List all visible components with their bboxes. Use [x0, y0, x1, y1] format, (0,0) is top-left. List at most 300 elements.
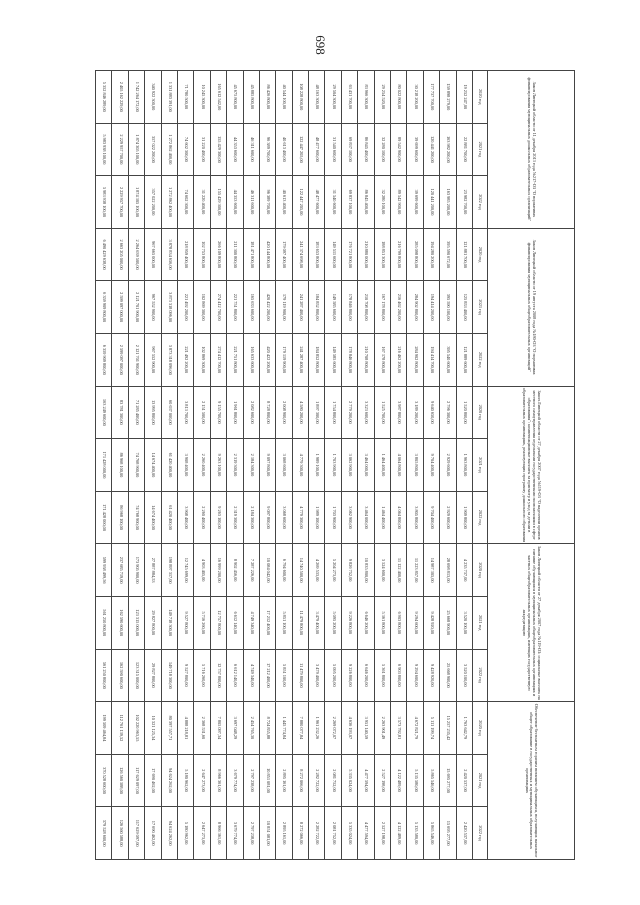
- table-cell: 9 294 600,00: [407, 596, 423, 649]
- table-cell: 241 287 400,00: [292, 333, 308, 386]
- table-cell: 11 479 800,00: [292, 649, 308, 702]
- table-cell: 5 716 260,00: [194, 649, 210, 702]
- table-cell: 16 999 200,00: [210, 544, 226, 597]
- table-cell: 9 826 752,00: [341, 544, 357, 597]
- table-cell: 2 527 198,00: [374, 754, 390, 807]
- table-cell: 17 690 462,00: [145, 754, 161, 807]
- table-cell: 74 602 300,00: [177, 123, 193, 176]
- table-cell: 3 479 400,00: [309, 596, 325, 649]
- table-cell: 1 272 862 400,00: [161, 176, 177, 229]
- table-row: [309, 71, 325, 860]
- table-cell: 171 428 000,00: [96, 491, 112, 544]
- table-cell: 2 599 097 000,00: [112, 281, 128, 334]
- table-cell: 9 527 800,00: [177, 596, 193, 649]
- table-container: [95, 70, 575, 860]
- column-group-header: Закон Липецкой области от 19 августа 2008 года №180-ОЗ "О нормативах финансирования муниципальных общеобразовательных организаций": [488, 228, 575, 386]
- table-cell: 96 389 700,00: [259, 123, 275, 176]
- table-cell: 237 685 719,00: [112, 544, 128, 597]
- budget-table: [95, 70, 575, 860]
- table-cell: 2 368 531,60: [194, 702, 210, 755]
- table-cell: 32 280 100,00: [374, 123, 390, 176]
- table-row: [243, 71, 259, 860]
- table-cell: 2 319 300,00: [227, 439, 243, 492]
- table-cell: 112 761 139,52: [112, 702, 128, 755]
- table-cell: 1 874 305 100,00: [128, 176, 144, 229]
- table-cell: 7 880 077,84: [292, 702, 308, 755]
- table-cell: 4 269 533,00: [309, 544, 325, 597]
- table-cell: 210 880 000,00: [358, 228, 374, 281]
- table-cell: 241 287 400,00: [292, 281, 308, 334]
- page-number: [308, 20, 332, 70]
- table-cell: 27 887 884,53: [145, 544, 161, 597]
- table-cell: 4 779 300,00: [292, 491, 308, 544]
- year-header: 2020 год: [473, 228, 488, 281]
- table-cell: 967 665 000,00: [145, 228, 161, 281]
- table-cell: 2 264 639 500,00: [128, 228, 144, 281]
- table-cell: 5 361 800,00: [374, 649, 390, 702]
- table-cell: 86 968 100,00: [112, 439, 128, 492]
- column-group-header: Закон Липецкой области от 27 декабря 2007 года №119-ОЗ "О наделении органов местного самоуправления отдельными государственными полномочиями в сфере образования": компенсационные выплаты за присмотр и уход за детьми в образовательных организациях, реализующих программу дошкольного образования: [488, 386, 575, 544]
- year-header: 2021 год: [473, 439, 488, 492]
- table-cell: 5 204 273,00: [325, 544, 341, 597]
- table-row: [161, 71, 177, 860]
- table-cell: 163 982 200,00: [440, 123, 456, 176]
- table-cell: 10 851 081,00: [259, 754, 275, 807]
- table-cell: 2 184 300,00: [243, 439, 259, 492]
- table-cell: 19 252 247,00: [456, 71, 472, 124]
- table-cell: 4 749 340,00: [243, 596, 259, 649]
- table-cell: 4 636 193,07: [341, 702, 357, 755]
- table-cell: 9 263 100,00: [210, 439, 226, 492]
- table-cell: 420 422 200,00: [259, 281, 275, 334]
- table-cell: 285 098 800,00: [407, 228, 423, 281]
- table-cell: 5 180 962,00: [177, 754, 193, 807]
- table-cell: 176 721 800,00: [341, 228, 357, 281]
- table-cell: 3 679 774,00: [227, 754, 243, 807]
- table-cell: 12 757 800,00: [210, 596, 226, 649]
- table-cell: 149 585 600,00: [325, 281, 341, 334]
- table-cell: 171 428 000,00: [96, 439, 112, 492]
- table-cell: 221 751 800,00: [227, 281, 243, 334]
- table-cell: 2 082 600,00: [243, 386, 259, 439]
- table-cell: 29 827 800,00: [145, 596, 161, 649]
- table-row: [194, 71, 210, 860]
- table-cell: 5 111 199,74: [423, 702, 439, 755]
- table-cell: 183 653 800,00: [309, 228, 325, 281]
- table-cell: 3 679 774,00: [227, 807, 243, 860]
- table-cell: 14 674 400,00: [145, 439, 161, 492]
- table-cell: 1 272 862 400,00: [161, 123, 177, 176]
- table-cell: 6 646 200,00: [358, 596, 374, 649]
- table-cell: 173 905 900,00: [128, 544, 144, 597]
- table-cell: 5 865 546,00: [423, 807, 439, 860]
- table-cell: 3 524 600,00: [374, 544, 390, 597]
- table-cell: 121 881 700,00: [456, 228, 472, 281]
- table-row: [341, 71, 357, 860]
- table-cell: 1 961 232,26: [309, 702, 325, 755]
- table-cell: 102 220 963,55: [128, 702, 144, 755]
- table-cell: 9 640 650,00: [423, 386, 439, 439]
- table-cell: 2 229 957 700,00: [112, 123, 128, 176]
- table-cell: 3 813 700,00: [177, 386, 193, 439]
- table-cell: 221 492 200,00: [177, 333, 193, 386]
- table-cell: 194 280 200,00: [423, 228, 439, 281]
- table-cell: 216 462 200,00: [391, 333, 407, 386]
- table-cell: 69 837 100,00: [341, 123, 357, 176]
- table-cell: 167 178 800,00: [374, 281, 390, 334]
- table-cell: 179 119 900,00: [276, 281, 292, 334]
- table-cell: 3 878 834 656,00: [161, 228, 177, 281]
- table-cell: 25 668 900,00: [440, 596, 456, 649]
- table-cell: 5 983 938 100,00: [96, 123, 112, 176]
- table-cell: 45 885 800,00: [243, 71, 259, 124]
- table-cell: 2 081 752,00: [325, 807, 341, 860]
- table-cell: 94 624 262,00: [161, 807, 177, 860]
- table-cell: 12 745 699,00: [177, 544, 193, 597]
- table-cell: 967 552 900,00: [145, 281, 161, 334]
- table-cell: 61 420 400,00: [161, 439, 177, 492]
- table-cell: 86 968 100,00: [112, 491, 128, 544]
- table-cell: 4 122 489,00: [391, 807, 407, 860]
- table-cell: 3 479 400,00: [309, 649, 325, 702]
- table-cell: 3 805 800,00: [407, 491, 423, 544]
- table-cell: 163 249 600,00: [96, 386, 112, 439]
- table-cell: 167 178 800,00: [374, 333, 390, 386]
- table-cell: 2 929 600,00: [440, 491, 456, 544]
- year-header-row: [473, 71, 488, 860]
- column-group-header: Закон Липецкой области от 27 декабря 2007 года №119-ОЗ: социальные выплаты на питание обучающимся в муниципальных общеобразовательных организациях и частных общеобразовательных организациях, имеющих государственную аккредитацию: [488, 544, 575, 702]
- table-cell: 3 573 792,81: [391, 702, 407, 755]
- table-cell: 4 779 300,00: [292, 439, 308, 492]
- table-cell: 6 903 800,00: [391, 596, 407, 649]
- table-row: [276, 71, 292, 860]
- table-cell: 221 492 200,00: [177, 281, 193, 334]
- table-cell: 2 282 722,00: [309, 754, 325, 807]
- table-cell: 44 353 600,00: [227, 123, 243, 176]
- table-cell: 2 282 722,00: [309, 807, 325, 860]
- table-cell: 2 260 400,00: [194, 439, 210, 492]
- table-cell: 123 315 000,00: [128, 596, 144, 649]
- table-cell: 5 095 200,00: [325, 649, 341, 702]
- table-cell: 2 263 901,49: [374, 702, 390, 755]
- table-cell: 2 229 957 700,00: [112, 176, 128, 229]
- table-cell: 7 805 097,34: [210, 702, 226, 755]
- table-cell: 96 389 700,00: [259, 176, 275, 229]
- table-cell: 1 520 800,00: [456, 386, 472, 439]
- year-header: 2021 год: [473, 281, 488, 334]
- table-cell: 17 212 400,00: [259, 649, 275, 702]
- table-cell: 5 851 100,00: [276, 596, 292, 649]
- table-cell: 1 703 900,00: [325, 491, 341, 544]
- table-cell: 8 966 361,00: [210, 807, 226, 860]
- table-cell: 13 995 800,00: [145, 386, 161, 439]
- year-header: 2020 год: [473, 386, 488, 439]
- table-cell: 83 781 300,00: [112, 386, 128, 439]
- table-cell: 2 151 500,00: [194, 386, 210, 439]
- page-number-text: 698: [313, 35, 328, 55]
- table-cell: 2 796 300,00: [440, 386, 456, 439]
- table-cell: 155 429 300,00: [210, 123, 226, 176]
- table-cell: 198 897 317,00: [161, 544, 177, 597]
- table-cell: 5 335 024,00: [341, 754, 357, 807]
- table-cell: 83 966 300,00: [358, 71, 374, 124]
- table-cell: 4 749 340,00: [243, 649, 259, 702]
- table-cell: 89 542 900,00: [391, 176, 407, 229]
- table-cell: 40 613 400,00: [276, 123, 292, 176]
- table-cell: 48 477 600,00: [309, 123, 325, 176]
- year-header: 2021 год: [473, 123, 488, 176]
- table-cell: 3 068 600,00: [276, 491, 292, 544]
- table-row: [210, 71, 226, 860]
- table-cell: 2 405 162 229,00: [112, 71, 128, 124]
- table-cell: 29 827 800,00: [145, 649, 161, 702]
- table-cell: 165 633 600,00: [243, 333, 259, 386]
- table-cell: 11 479 800,00: [292, 596, 308, 649]
- table-cell: 1 989 100,00: [309, 491, 325, 544]
- table-cell: 357 022 200,00: [145, 123, 161, 176]
- table-cell: 10 321 125,34: [145, 702, 161, 755]
- table-row: [292, 71, 308, 860]
- table-cell: 184 852 800,00: [309, 333, 325, 386]
- table-cell: 1 897 300,00: [309, 386, 325, 439]
- table-cell: 10 835 800,00: [358, 544, 374, 597]
- table-cell: 5 135 580,00: [407, 754, 423, 807]
- table-cell: 379 528 600,00: [96, 807, 112, 860]
- table-cell: 1 464 400,00: [374, 439, 390, 492]
- table-cell: 10 084 042,00: [259, 544, 275, 597]
- table-cell: 9 097 800,00: [259, 439, 275, 492]
- table-cell: 3 873 318 096,00: [161, 281, 177, 334]
- table-cell: 9 428 920,00: [423, 596, 439, 649]
- table-cell: 1 909 800,00: [456, 491, 472, 544]
- table-cell: 2 121 701 900,00: [128, 333, 144, 386]
- table-body: [96, 71, 473, 860]
- year-header: 2020 год: [473, 71, 488, 124]
- table-cell: 74 602 300,00: [177, 176, 193, 229]
- table-cell: 5 335 024,00: [341, 807, 357, 860]
- table-cell: 2 663 205 000,00: [112, 228, 128, 281]
- table-cell: 86 845 400,00: [358, 123, 374, 176]
- table-cell: 199 509 464,84: [96, 702, 112, 755]
- table-row: [145, 71, 161, 860]
- table-cell: 163 985 200,00: [440, 176, 456, 229]
- table-cell: 14 740 500,00: [292, 544, 308, 597]
- table-cell: 149 585 600,00: [325, 333, 341, 386]
- table-cell: 25 668 900,00: [440, 649, 456, 702]
- table-cell: 3 873 318 096,00: [161, 333, 177, 386]
- table-cell: 2 647 273,00: [194, 754, 210, 807]
- table-cell: 94 624 262,00: [161, 754, 177, 807]
- table-cell: 284 902 800,00: [407, 281, 423, 334]
- table-cell: 599 958 499,56: [96, 544, 112, 597]
- table-cell: 178 846 800,00: [341, 281, 357, 334]
- table-cell: 2 797 238,00: [243, 807, 259, 860]
- table-cell: 2 269 072,07: [325, 702, 341, 755]
- table-cell: 40 613 400,00: [276, 176, 292, 229]
- table-cell: 9 263 100,00: [210, 491, 226, 544]
- table-cell: 8 728 800,00: [259, 386, 275, 439]
- table-cell: 274 412 700,00: [210, 281, 226, 334]
- table-cell: 17 212 400,00: [259, 596, 275, 649]
- table-cell: 2 121 701 900,00: [128, 281, 144, 334]
- table-cell: 123 315 000,00: [128, 649, 144, 702]
- table-cell: 9 097 800,00: [259, 491, 275, 544]
- table-cell: 2 599 097 000,00: [112, 333, 128, 386]
- table-cell: 23 982 700,00: [456, 176, 472, 229]
- table-cell: 284 902 800,00: [407, 333, 423, 386]
- table-cell: 194 414 700,00: [423, 333, 439, 386]
- table-cell: 2 454 765,30: [243, 702, 259, 755]
- table-cell: 4 122 489,00: [391, 754, 407, 807]
- table-cell: 1 445 774,84: [276, 702, 292, 755]
- table-cell: 5 851 100,00: [276, 649, 292, 702]
- table-cell: 40 544 100,00: [276, 71, 292, 124]
- table-cell: 22 881 700,00: [456, 123, 472, 176]
- table-cell: 39 699 600,00: [407, 123, 423, 176]
- table-cell: 102 753 800,00: [194, 228, 210, 281]
- table-cell: 9 527 800,00: [177, 649, 193, 702]
- table-row: [456, 71, 472, 860]
- year-header: 2022 год: [473, 491, 488, 544]
- table-cell: 120 441 200,00: [423, 176, 439, 229]
- table-cell: 5 361 800,00: [374, 596, 390, 649]
- table-cell: 9 226 800,00: [341, 649, 357, 702]
- table-cell: 1 989 100,00: [309, 439, 325, 492]
- table-cell: 122 447 205,00: [292, 123, 308, 176]
- table-cell: 4 064 800,00: [391, 439, 407, 492]
- table-cell: 1 763 642,79: [456, 702, 472, 755]
- table-cell: 29 254 520,00: [374, 71, 390, 124]
- year-header: 2022 год: [473, 176, 488, 229]
- table-cell: 74 768 900,00: [128, 491, 144, 544]
- table-cell: 211 300 800,00: [227, 228, 243, 281]
- table-cell: 2 647 273,00: [194, 807, 210, 860]
- table-cell: 155 429 300,00: [210, 176, 226, 229]
- table-cell: 159 898 279,00: [440, 71, 456, 124]
- year-header: 2021 год: [473, 754, 488, 807]
- table-cell: 149 511 600,00: [325, 228, 341, 281]
- table-cell: 121 889 600,00: [456, 333, 472, 386]
- table-cell: 2 895 161,00: [276, 807, 292, 860]
- table-cell: 6 612 140,00: [227, 596, 243, 649]
- table-cell: 149 718 300,00: [161, 649, 177, 702]
- table-cell: 6 646 200,00: [358, 649, 374, 702]
- table-cell: 184 852 800,00: [309, 281, 325, 334]
- table-cell: 218 959 400,00: [177, 228, 193, 281]
- table-cell: 125 853 400,00: [456, 281, 472, 334]
- table-cell: 8 272 066,00: [292, 754, 308, 807]
- table-cell: 80 397 557,71: [161, 702, 177, 755]
- table-cell: 3 951 140,59: [358, 702, 374, 755]
- table-cell: 1 742 264 172,00: [128, 71, 144, 124]
- table-cell: 3 062 900,00: [341, 439, 357, 492]
- year-header: 2022 год: [473, 649, 488, 702]
- table-cell: 69 837 100,00: [341, 176, 357, 229]
- table-cell: 274 412 700,00: [210, 333, 226, 386]
- table-cell: 9 428 920,00: [423, 649, 439, 702]
- table-cell: 179 119 900,00: [276, 333, 292, 386]
- table-cell: 1 525 700,00: [374, 386, 390, 439]
- table-cell: 6 359 909 800,00: [96, 333, 112, 386]
- table-cell: 3 520 100,00: [456, 596, 472, 649]
- table-cell: 8 966 361,00: [210, 754, 226, 807]
- table-cell: 117 629 097,00: [128, 754, 144, 807]
- table-cell: 2 081 752,00: [325, 754, 341, 807]
- table-row: [177, 71, 193, 860]
- year-header: 2020 год: [473, 544, 488, 597]
- table-cell: 10 851 081,00: [259, 807, 275, 860]
- table-cell: 120 441 200,00: [423, 123, 439, 176]
- table-cell: 3 805 800,00: [407, 439, 423, 492]
- table-cell: 149 718 300,00: [161, 596, 177, 649]
- table-cell: 188 851 300,00: [374, 228, 390, 281]
- table-cell: 3 062 900,00: [341, 491, 357, 544]
- table-cell: 1 464 400,00: [374, 491, 390, 544]
- table-cell: 46 311 600,00: [243, 176, 259, 229]
- table-cell: 3 189 200,00: [407, 386, 423, 439]
- table-cell: 126 560 588,00: [112, 807, 128, 860]
- table-cell: 15 695 277,00: [440, 754, 456, 807]
- table-cell: 12 757 800,00: [210, 649, 226, 702]
- table-cell: 30 218 200,00: [407, 71, 423, 124]
- table-cell: 357 022 200,00: [145, 176, 161, 229]
- table-cell: 122 447 205,00: [292, 176, 308, 229]
- table-cell: 194 414 200,00: [423, 281, 439, 334]
- table-cell: 561 250 800,00: [96, 596, 112, 649]
- table-cell: 31 220 400,00: [194, 123, 210, 176]
- table-cell: 266 109 800,00: [210, 228, 226, 281]
- rotated-table-wrapper: [95, 70, 575, 860]
- table-cell: 15 695 277,00: [440, 807, 456, 860]
- table-cell: 2 895 161,00: [276, 754, 292, 807]
- table-cell: 561 250 800,00: [96, 649, 112, 702]
- table-cell: 6 903 800,00: [391, 649, 407, 702]
- table-cell: 6 612 140,00: [227, 649, 243, 702]
- table-cell: 162 590 600,00: [112, 649, 128, 702]
- table-cell: 6 794 600,00: [276, 544, 292, 597]
- table-cell: 45 675 800,00: [227, 71, 243, 124]
- table-cell: 2 319 300,00: [227, 491, 243, 544]
- table-cell: 5 135 580,00: [407, 807, 423, 860]
- table-cell: 9 155 700,00: [210, 386, 226, 439]
- table-cell: 86 845 400,00: [358, 176, 374, 229]
- table-cell: 165 612 542,00: [210, 71, 226, 124]
- table-cell: 3 908 400,00: [177, 439, 193, 492]
- table-cell: 71 285 400,00: [128, 386, 144, 439]
- table-cell: 108 228 800,00: [292, 71, 308, 124]
- table-cell: 10 245 300,00: [194, 71, 210, 124]
- table-cell: 9 226 800,00: [341, 596, 357, 649]
- table-cell: 395 590 100,00: [440, 281, 456, 334]
- table-cell: 8 902 456,00: [227, 544, 243, 597]
- table-cell: 5 095 200,00: [325, 596, 341, 649]
- table-cell: 210 708 800,00: [358, 333, 374, 386]
- table-cell: 3 323 600,00: [358, 386, 374, 439]
- table-cell: 2 779 200,00: [341, 386, 357, 439]
- table-cell: 179 097 400,00: [276, 228, 292, 281]
- table-cell: 14 674 400,00: [145, 491, 161, 544]
- table-cell: 31 540 600,00: [325, 176, 341, 229]
- table-row: [96, 71, 112, 860]
- table-cell: 14 987 305,00: [423, 544, 439, 597]
- table-cell: 17 690 462,00: [145, 807, 161, 860]
- table-cell: 216 799 800,00: [391, 228, 407, 281]
- year-header: 2022 год: [473, 333, 488, 386]
- table-cell: 3 464 000,00: [358, 439, 374, 492]
- table-cell: 61 420 400,00: [161, 491, 177, 544]
- table-cell: 165 633 600,00: [243, 281, 259, 334]
- table-cell: 44 353 600,00: [227, 176, 243, 229]
